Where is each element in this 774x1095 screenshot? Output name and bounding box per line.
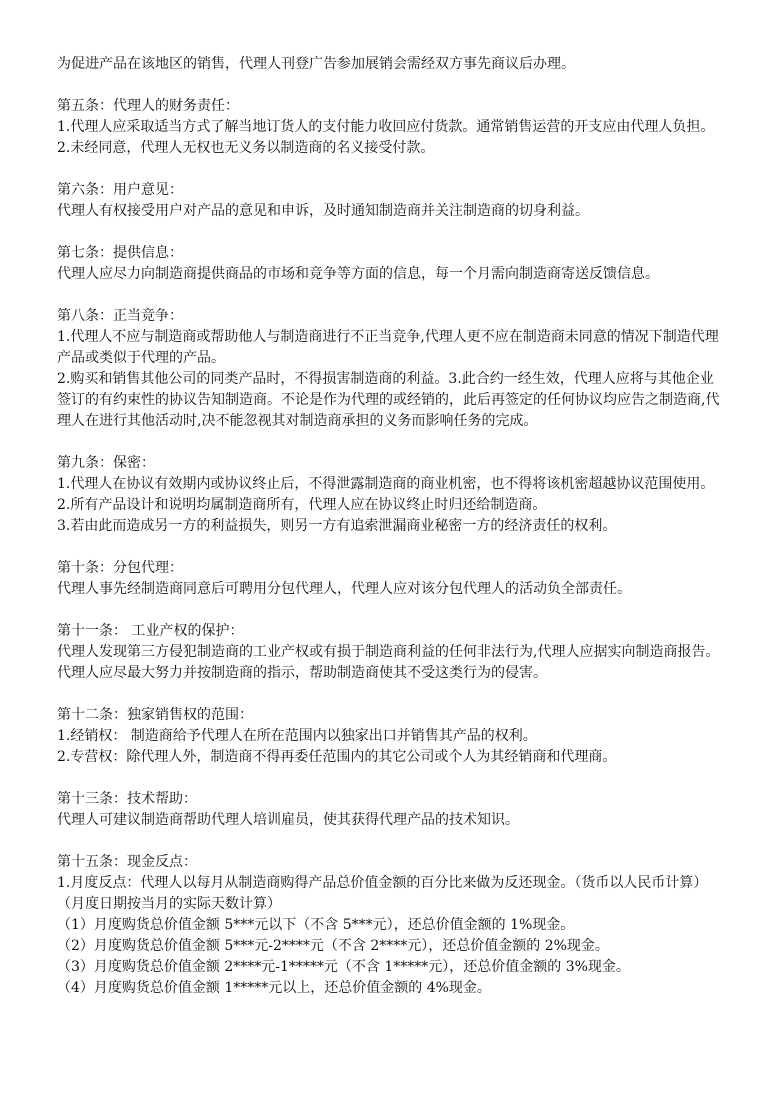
section-line: 1.代理人在协议有效期内或协议终止后，不得泄露制造商的商业机密，也不得将该机密超越协议范围使用。 xyxy=(57,476,715,492)
section-line: 1.经销权： 制造商给予代理人在所在范围内以独家出口并销售其产品的权利。 xyxy=(57,728,537,744)
spacer xyxy=(57,768,723,789)
section-10 xyxy=(57,558,723,600)
section-line: 2.购买和销售其他公司的同类产品时，不得损害制造商的利益。3.此合约一经生效，代理人应将与其他企业签订的有约束性的协议告知制造商。不论是作为代理的或经销的，此后再签定的任何协议均应告之制造商,代理人在进行其他活动时,决不能忽视其对制造商承担的义务而影响任务的完成。 xyxy=(57,371,720,429)
spacer xyxy=(57,600,723,621)
section-13 xyxy=(57,789,723,831)
section-6 xyxy=(57,180,723,222)
spacer xyxy=(57,684,723,705)
section-line: 代理人应尽力向制造商提供商品的市场和竞争等方面的信息，每一个月需向制造商寄送反馈信息。 xyxy=(57,266,659,282)
section-title: 第八条：正当竞争： xyxy=(57,308,183,324)
section-title: 第十条：分包代理： xyxy=(57,560,183,576)
section-title: 第五条：代理人的财务责任： xyxy=(57,98,239,114)
section-line: 2.未经同意，代理人无权也无义务以制造商的名义接受付款。 xyxy=(57,140,435,156)
section-line: 2.所有产品设计和说明均属制造商所有，代理人应在协议终止时归还给制造商。 xyxy=(57,497,547,513)
spacer xyxy=(57,432,723,453)
section-title: 第十三条：技术帮助： xyxy=(57,791,197,807)
section-title: 第九条：保密： xyxy=(57,455,155,471)
section-line: 代理人有权接受用户对产品的意见和申诉，及时通知制造商并关注制造商的切身利益。 xyxy=(57,203,589,219)
section-7 xyxy=(57,243,723,285)
section-line: （2）月度购货总价值金额 5***元-2****元（不含 2****元），还总价值金额的 2%现金。 xyxy=(57,938,609,954)
section-line: 3.若由此而造成另一方的利益损失，则另一方有追索泄漏商业秘密一方的经济责任的权利。 xyxy=(57,518,617,534)
section-line: 代理人可建议制造商帮助代理人培训雇员，使其获得代理产品的技术知识。 xyxy=(57,812,519,828)
spacer xyxy=(57,537,723,558)
spacer xyxy=(57,159,723,180)
spacer xyxy=(57,222,723,243)
spacer xyxy=(57,831,723,852)
section-line: 代理人发现第三方侵犯制造商的工业产权或有损于制造商利益的任何非法行为,代理人应据实向制造商报告。代理人应尽最大努力并按制造商的指示，帮助制造商使其不受这类行为的侵害。 xyxy=(57,644,720,681)
section-line: （3）月度购货总价值金额 2****元-1*****元（不含 1*****元），还总价值金额的 3%现金。 xyxy=(57,959,630,975)
section-12 xyxy=(57,705,723,768)
section-title: 第七条：提供信息： xyxy=(57,245,183,261)
document-page xyxy=(57,54,723,999)
section-line: 1.代理人不应与制造商或帮助他人与制造商进行不正当竞争,代理人更不应在制造商未同意的情况下制造代理产品或类似于代理的产品。 xyxy=(57,329,719,366)
intro-paragraph: 为促进产品在该地区的销售，代理人刊登广告参加展销会需经双方事先商议后办理。 xyxy=(57,56,575,72)
section-line: 1.月度反点：代理人以每月从制造商购得产品总价值金额的百分比来做为反还现金。（货币以人民币计算）（月度日期按当月的实际天数计算） xyxy=(57,875,708,912)
section-title: 第十五条：现金反点： xyxy=(57,854,197,870)
section-title: 第六条：用户意见： xyxy=(57,182,183,198)
section-line: 2.专营权：除代理人外，制造商不得再委任范围内的其它公司或个人为其经销商和代理商。 xyxy=(57,749,617,765)
section-8 xyxy=(57,306,723,432)
section-5 xyxy=(57,96,723,159)
section-line: （1）月度购货总价值金额 5***元以下（不含 5***元），还总价值金额的 1%现金。 xyxy=(57,917,575,933)
spacer xyxy=(57,285,723,306)
section-9 xyxy=(57,453,723,537)
section-11 xyxy=(57,621,723,684)
spacer xyxy=(57,75,723,96)
section-title: 第十二条：独家销售权的范围： xyxy=(57,707,253,723)
section-line: 1.代理人应采取适当方式了解当地订货人的支付能力收回应付货款。通常销售运营的开支应由代理人负担。 xyxy=(57,119,715,135)
section-line: （4）月度购货总价值金额 1*****元以上，还总价值金额的 4%现金。 xyxy=(57,980,491,996)
section-15 xyxy=(57,852,723,999)
section-line: 代理人事先经制造商同意后可聘用分包代理人，代理人应对该分包代理人的活动负全部责任。 xyxy=(57,581,631,597)
section-title: 第十一条： 工业产权的保护： xyxy=(57,623,244,639)
